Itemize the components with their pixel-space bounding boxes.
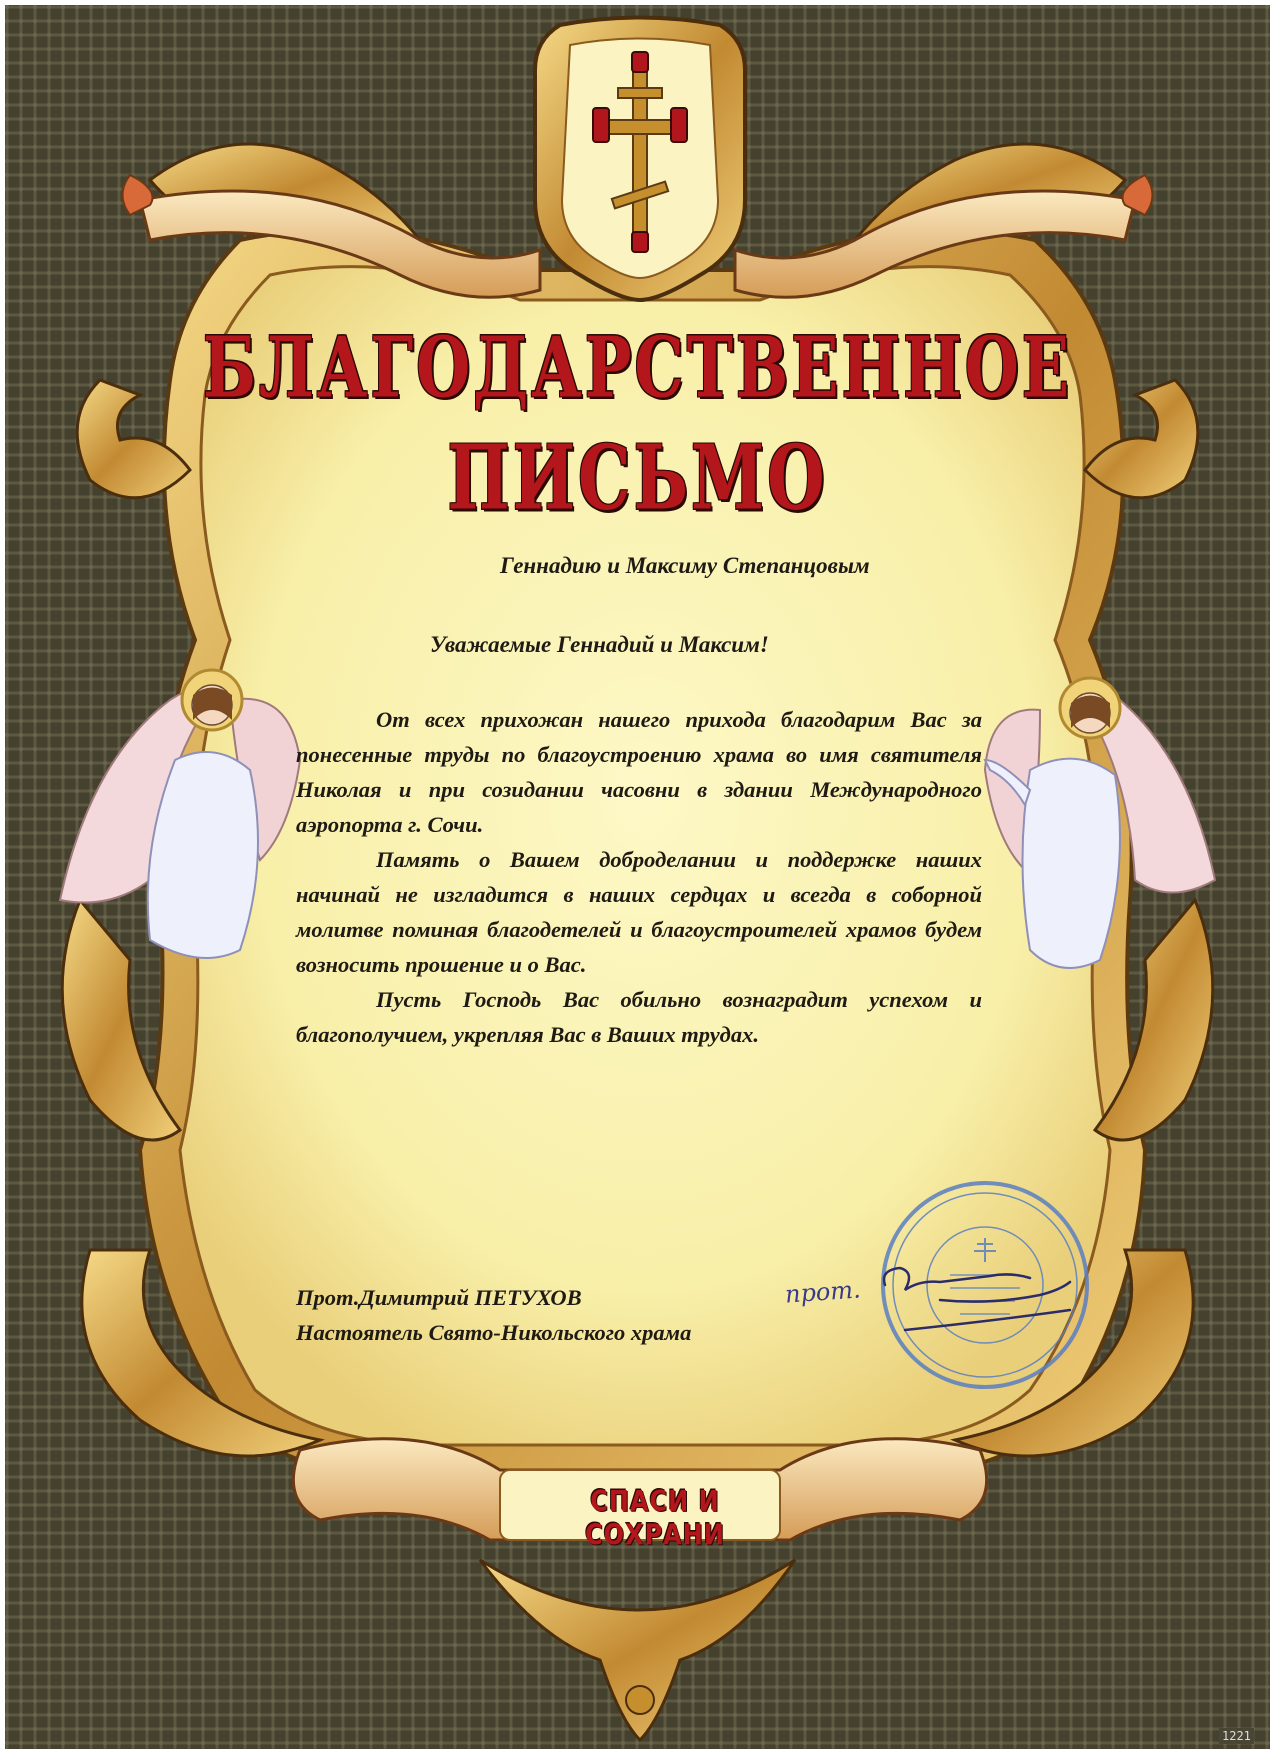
greeting: Уважаемые Геннадий и Максим!: [430, 632, 769, 657]
motto: СПАСИ И СОХРАНИ: [585, 1484, 725, 1552]
paragraph: Память о Вашем доброделании и поддержке наших начинай не изгладится в наших сердцах и всегда в соборной молитве поминая благодетелей и благоустроителей храмов будем возносить прошение и о Вас.: [296, 847, 982, 977]
title-line-2: ПИСЬМО: [447, 425, 828, 531]
signature-block: [296, 1280, 691, 1350]
paragraph: От всех прихожан нашего прихода благодарим Вас за понесенные труды по благоустроению храма во имя святителя Николая и при созидании часовни в здании Международного аэропорта г. Сочи.: [296, 707, 982, 837]
signatory-name: Прот.Димитрий ПЕТУХОВ: [296, 1285, 582, 1310]
letter-body: [296, 702, 982, 1052]
paragraph: Пусть Господь Вас обильно вознаградит успехом и благополучием, укрепляя Вас в Ваших трудах.: [296, 987, 982, 1047]
page-number: 1221: [1219, 1728, 1254, 1744]
addressee: Геннадию и Максиму Степанцовым: [500, 553, 870, 578]
signatory-title: Настоятель Свято-Никольского храма: [296, 1320, 692, 1345]
title-line-1: БЛАГОДАРСТВЕННОЕ: [203, 318, 1072, 417]
handwritten-note: прот.: [784, 1275, 862, 1309]
